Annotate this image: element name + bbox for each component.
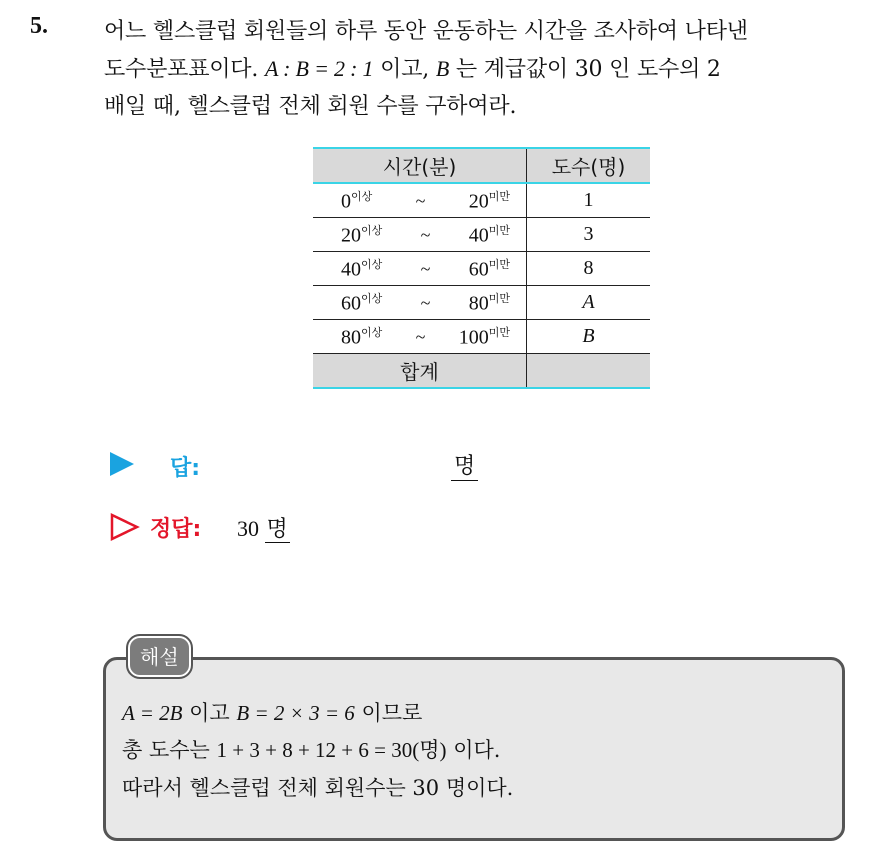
question-line-2 [104,52,721,83]
range-from: $60^{이상}$ [341,291,383,315]
range-from: $80^{이상}$ [341,325,383,349]
time-range [313,286,527,320]
explanation-tag: 해설 [128,636,191,677]
answer-arrow-icon [110,452,134,476]
range-to: $40^{미만}$ [468,223,510,247]
time-range [313,320,527,354]
explanation-text: 총 도수는 [122,738,210,762]
range-tilde: ~ [420,225,431,246]
range-from: $20^{이상}$ [341,223,383,247]
table-header-row [313,148,650,183]
question-line-3: 배일 때, 헬스클럽 전체 회원 수를 구하여라. [104,94,517,119]
explanation-line-3: 따라서 헬스클럽 전체 회원수는 30 명이다. [122,776,514,800]
range-to: $100^{미만}$ [458,325,510,349]
solution-label: 정답: [150,517,202,542]
question-text: 도수분포표이다. [104,57,259,82]
header-time: 시간(분) [313,148,527,183]
time-range [313,218,527,252]
frequency-value: B [527,320,651,354]
total-label: 합계 [313,354,527,389]
frequency-value: 3 [527,218,651,252]
range-tilde: ~ [415,327,426,348]
solution-unit: 명 [266,517,288,542]
frequency-value: A [527,286,651,320]
solution-answer [237,512,290,543]
table-row [313,218,650,252]
table-row [313,183,650,218]
variable-b: B [435,56,450,81]
range-to: $80^{미만}$ [468,291,510,315]
time-range [313,252,527,286]
question-text: 이고, [380,57,430,82]
table-row [313,286,650,320]
explanation-text: 이다. [453,738,501,762]
explanation-line-2 [122,734,500,764]
answer-label: 답: [170,456,201,481]
table-row [313,320,650,354]
answer-unit: 명 [451,449,478,481]
question-number: 5. [30,13,48,39]
header-frequency: 도수(명) [527,148,651,183]
explanation-math: A = 2B [122,701,183,725]
solution-arrow-icon [110,513,140,541]
range-tilde: ~ [420,293,431,314]
question-text: 는 계급값이 30 인 도수의 2 [455,57,721,82]
explanation-math: 1 + 3 + 8 + 12 + 6 = 30(명) [216,738,447,762]
frequency-value: 1 [527,183,651,218]
range-to: $60^{미만}$ [468,257,510,281]
explanation-math: B = 2 × 3 = 6 [236,701,355,725]
range-from: $0^{이상}$ [341,189,373,213]
explanation-line-1 [122,697,422,727]
explanation-text: 이므로 [361,701,423,725]
range-from: $40^{이상}$ [341,257,383,281]
frequency-value: 8 [527,252,651,286]
range-tilde: ~ [415,191,426,212]
total-value [527,354,651,389]
table-row [313,252,650,286]
ratio-expression: A : B = 2 : 1 [264,56,374,81]
range-to: $20^{미만}$ [468,189,510,213]
question-line-1: 어느 헬스클럽 회원들의 하루 동안 운동하는 시간을 조사하여 나타낸 [104,19,748,44]
frequency-table [313,147,650,389]
range-tilde: ~ [420,259,431,280]
solution-value: 30 [237,516,259,541]
table-total-row [313,354,650,389]
time-range [313,183,527,218]
explanation-text: 이고 [189,701,230,725]
